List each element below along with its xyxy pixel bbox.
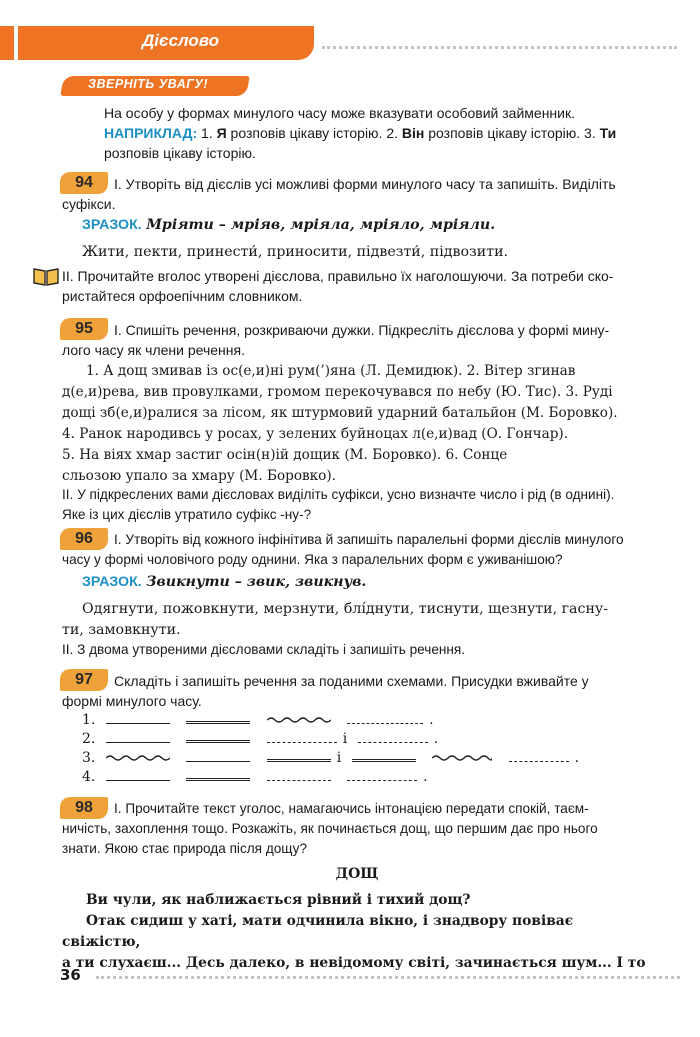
scheme-1	[82, 711, 642, 730]
footer-dotted-line	[96, 976, 680, 979]
text-body	[62, 890, 652, 974]
conjunction: і	[336, 750, 342, 766]
ex94-words: Жити, пекти, принести́, приносити, підвезти́, підвозити.	[82, 244, 509, 260]
ex94-task2-line-b: ристайтеся орфоепічним словником.	[62, 288, 303, 304]
predicate-line	[267, 755, 331, 762]
ex95-line: 1. А дощ змивав із ос(е,и)ні рум(’)яна (Л. Демидюк). 2. Вітер згинав	[86, 363, 576, 379]
exercise-number-95: 95	[60, 318, 108, 340]
ex98-task-line-c: знати. Якою стає природа після дощу?	[62, 841, 308, 856]
period: .	[574, 750, 580, 766]
ex98-task	[62, 799, 657, 859]
pronoun-ya: Я	[216, 125, 227, 141]
scheme-3	[82, 749, 642, 768]
ex95-task2-line-b: Яке із цих дієслів утратило суфікс -ну-?	[62, 507, 312, 522]
scheme-number: 2.	[82, 731, 96, 747]
attention-line-3: розповів цікаву історію.	[104, 145, 256, 161]
sample-text: Звикнути – звик, звикнув.	[146, 574, 367, 590]
ex94-task2	[62, 266, 657, 306]
text-paragraph: Ви чули, як наближається рівний і тихий дощ?	[86, 892, 471, 908]
ex95-line: дощі зб(е,и)ралися за лісом, як штурмовий ударний батальйон (М. Боровко).	[62, 405, 618, 421]
ex96-words-line-b: ти, замовкнути.	[62, 622, 181, 638]
exercise-number-98: 98	[60, 797, 108, 819]
page-number: 36	[60, 966, 81, 984]
scheme-4	[82, 768, 642, 787]
text-paragraph: а ти слухаєш... Десь далеко, в невідомому світі, зачинається шум... І то	[62, 955, 646, 971]
ex96-task1-line-b: часу у формі чоловічого роду однини. Яка з паралельних форм є уживанішою?	[62, 552, 563, 567]
pronoun-ty: Ти	[599, 125, 617, 141]
sample-label: ЗРАЗОК.	[82, 574, 142, 590]
sample-text: Мріяти – мріяв, мріяла, мріяло, мріяли.	[146, 217, 496, 233]
example-label: НАПРИКЛАД:	[104, 125, 198, 141]
attention-line-1: На особу у формах минулого часу може вказувати особовий займенник.	[104, 105, 575, 121]
exercise-number-96: 96	[60, 528, 108, 550]
object-dashed-line	[509, 755, 569, 762]
subject-line	[106, 736, 170, 743]
object-dashed-line	[347, 717, 423, 724]
attribute-wavy-line	[267, 716, 331, 724]
attribute-wavy-line	[106, 754, 170, 762]
attribute-wavy-line	[432, 754, 492, 762]
ex96-words	[62, 599, 662, 641]
ex96-words-line-a: Одягнути, пожовкнути, мерзнути, блíднути, тиснути, щезнути, гасну-	[82, 601, 609, 617]
period: .	[423, 769, 428, 785]
predicate-line	[186, 736, 250, 743]
ex95-line: 4. Ранок народивсь у росах, у зелених буйноцах л(е,и)вад (О. Гончар).	[62, 426, 569, 442]
ex97-task-line-a: Складіть і запишіть речення за поданими схемами. Присудки вживайте у	[114, 673, 589, 689]
adverbial-line	[358, 736, 428, 743]
ex94-task1-line-b: суфікси.	[62, 196, 116, 212]
book-icon	[33, 266, 59, 286]
ex96-task1-line-a: I. Утворіть від кожного інфінітива й запишіть паралельні форми дієслів минулого	[114, 532, 624, 547]
pronoun-vin: Він	[401, 125, 425, 141]
subject-line	[106, 717, 170, 724]
ex95-task1-line-a: I. Спишіть речення, розкриваючи дужки. Підкресліть дієслова у формі мину-	[114, 322, 610, 338]
header-stripe	[14, 26, 18, 60]
attention-text	[104, 103, 664, 163]
ex98-task-line-b: ничість, захоплення тощо. Розкажіть, як починається дощ, що першим дає про нього	[62, 821, 598, 836]
sample-label: ЗРАЗОК.	[82, 217, 142, 233]
ex96-task2: II. З двома утвореними дієсловами складіть і запишіть речення.	[62, 642, 466, 657]
ex94-sample	[82, 215, 662, 236]
ex95-line: д(е,и)рева, вив провулками, громом перекочувався по небу (Ю. Тис). 3. Руді	[62, 384, 613, 400]
predicate-line	[186, 717, 250, 724]
scheme-number: 3.	[82, 750, 96, 766]
ex95-line: сльозою упало за хмару (М. Боровко).	[62, 468, 336, 484]
predicate-line	[186, 774, 250, 781]
ex95-task1	[62, 320, 652, 360]
period: .	[429, 712, 434, 728]
scheme-number: 1.	[82, 712, 96, 728]
attention-line-2	[104, 123, 664, 143]
ex95-text	[62, 361, 652, 487]
subject-line	[106, 774, 170, 781]
ex95-task2	[62, 485, 662, 525]
ex-1-rest: розповів цікаву історію. 2.	[226, 125, 402, 141]
ex94-task2-line-a: II. Прочитайте вголос утворені дієслова, правильно їх наголошуючи. За потреби ско-	[62, 268, 614, 284]
sentence-schemes	[82, 711, 642, 787]
ex94-task1-line-a: I. Утворіть від дієслів усі можливі форми минулого часу та запишіть. Виділіть	[114, 176, 616, 192]
conjunction: і	[342, 731, 348, 747]
predicate-line	[352, 755, 416, 762]
section-title: Дієслово	[142, 31, 219, 50]
scheme-number: 4.	[82, 769, 96, 785]
period: .	[433, 731, 439, 747]
exercise-number-97: 97	[60, 669, 108, 691]
ex95-line: 5. На віях хмар застиг осін(н)ій дощик (М. Боровко). 6. Сонце	[62, 447, 508, 463]
ex95-task2-line-a: II. У підкреслених вами дієсловах виділіть суфікси, усно визначте число і рід (в однині).	[62, 487, 615, 502]
ex96-task1	[62, 530, 657, 570]
subject-line	[186, 755, 250, 762]
adverbial-line	[267, 736, 337, 743]
text-title: ДОЩ	[335, 866, 379, 882]
ex95-task1-line-b: лого часу як члени речення.	[62, 342, 245, 358]
attention-label: ЗВЕРНІТЬ УВАГУ!	[88, 77, 209, 91]
ex98-task-line-a: I. Прочитайте текст уголос, намагаючись інтонацією передати спокій, таєм-	[114, 801, 589, 816]
ex96-sample	[82, 572, 662, 593]
adverbial-line	[347, 774, 417, 781]
text-paragraph: Отак сидиш у хаті, мати одчинила вікно, і знадвору повіває свіжістю,	[62, 913, 574, 950]
exercise-number-94: 94	[60, 172, 108, 194]
scheme-2	[82, 730, 642, 749]
ex97-task	[62, 671, 652, 711]
ex97-task-line-b: формі минулого часу.	[62, 693, 202, 709]
ex-2-rest: розповів цікаву історію. 3.	[424, 125, 600, 141]
ex-1-prefix: 1.	[197, 125, 217, 141]
object-dashed-line	[267, 774, 331, 781]
ex94-task1	[62, 174, 652, 214]
header-dotted-line	[322, 46, 677, 49]
